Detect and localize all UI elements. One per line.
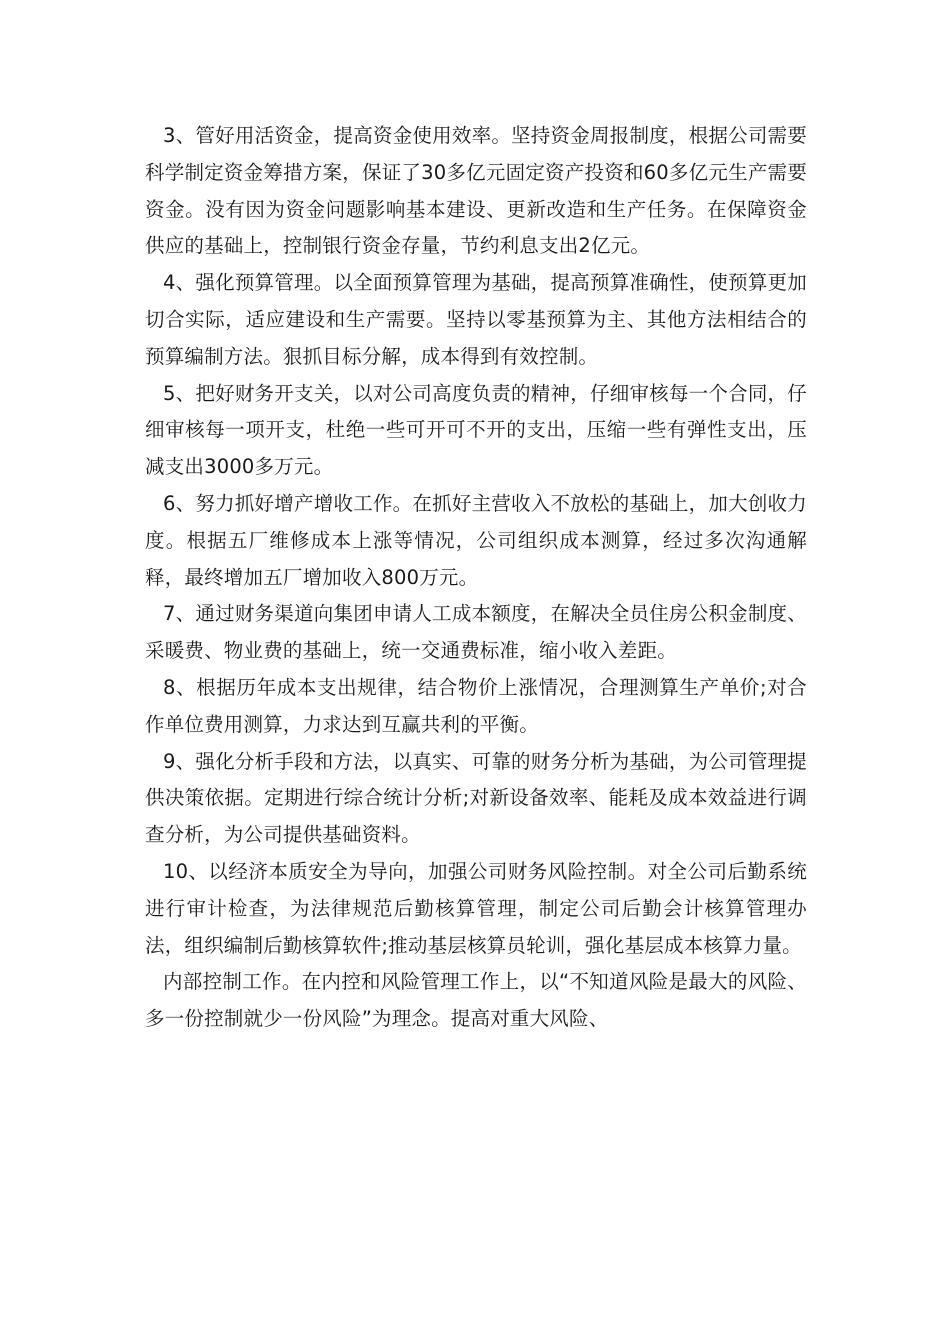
paragraph-item-5: 5、把好财务开支关，以对公司高度负责的精神，仔细审核每一个合同，仔细审核每一项开支，杜绝一些可开可不开的支出，压缩一些有弹性支出，压减支出3000多万元。 [145, 381, 807, 479]
paragraph-item-9: 9、强化分析手段和方法，以真实、可靠的财务分析为基础，为公司管理提供决策依据。定期进行综合统计分析;对新设备效率、能耗及成本效益进行调查分析，为公司提供基础资料。 [145, 749, 807, 847]
paragraph-item-10: 10、以经济本质安全为导向，加强公司财务风险控制。对全公司后勤系统进行审计检查，为法律规范后勤核算管理，制定公司后勤会计核算管理办法，组织编制后勤核算软件;推动基层核算员轮训，强化基层成本核算力量。 [145, 859, 807, 957]
paragraph-item-4: 4、强化预算管理。以全面预算管理为基础，提高预算准确性，使预算更加切合实际，适应建设和生产需要。坚持以零基预算为主、其他方法相结合的预算编制方法。狠抓目标分解，成本得到有效控制。 [145, 271, 807, 368]
paragraph-internal-control: 内部控制工作。在内控和风险管理工作上，以“不知道风险是最大的风险、多一份控制就少一份风险”为理念。提高对重大风险、 [145, 970, 807, 1031]
paragraph-item-7: 7、通过财务渠道向集团申请人工成本额度，在解决全员住房公积金制度、采暖费、物业费的基础上，统一交通费标准，缩小收入差距。 [145, 602, 807, 663]
paragraph-item-3: 3、管好用活资金，提高资金使用效率。坚持资金周报制度，根据公司需要科学制定资金筹措方案，保证了30多亿元固定资产投资和60多亿元生产需要资金。没有因为资金问题影响基本建设、更新改造和生产任务。在保障资金供应的基础上，控制银行资金存量，节约利息支出2亿元。 [145, 124, 807, 258]
document-body [145, 118, 807, 1038]
paragraph-item-8: 8、根据历年成本支出规律，结合物价上涨情况，合理测算生产单价;对合作单位费用测算，力求达到互赢共利的平衡。 [145, 675, 807, 736]
paragraph-item-6: 6、努力抓好增产增收工作。在抓好主营收入不放松的基础上，加大创收力度。根据五厂维修成本上涨等情况，公司组织成本测算，经过多次沟通解释，最终增加五厂增加收入800万元。 [145, 491, 807, 589]
